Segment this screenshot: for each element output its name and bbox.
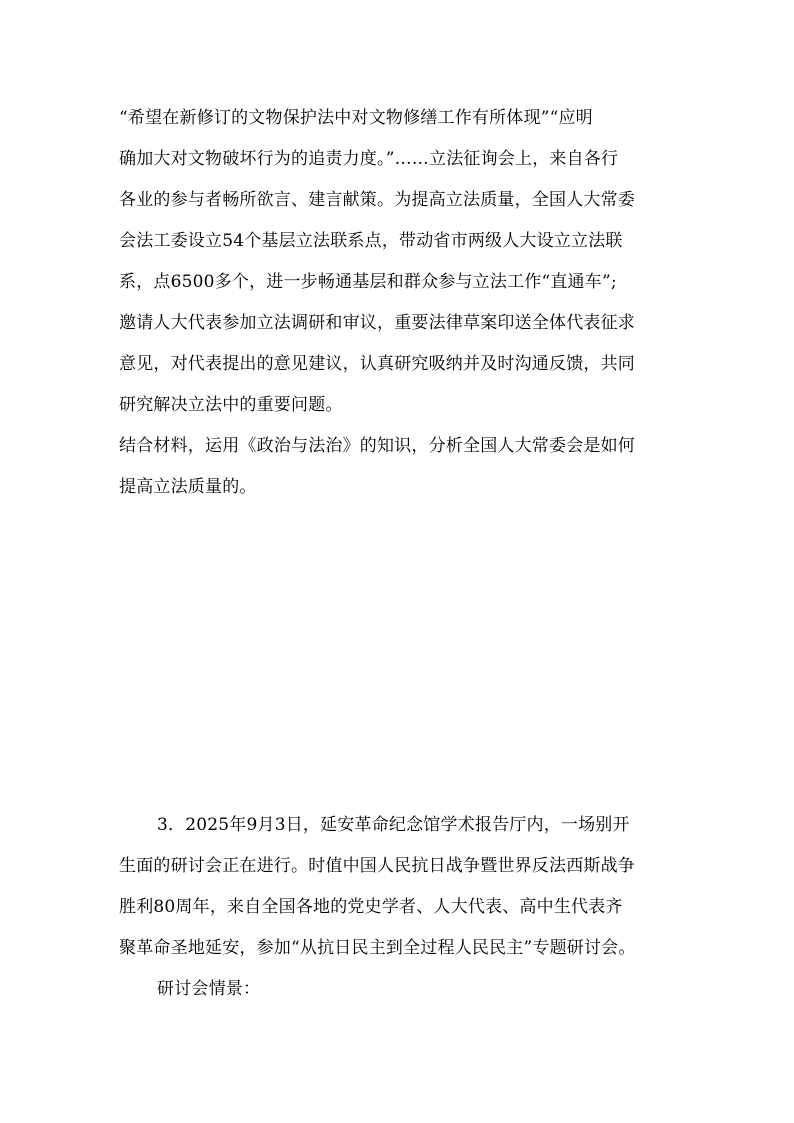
paragraph-line: 系，点6500多个，进一步畅通基层和群众参与立法工作“直通车”; — [119, 272, 617, 292]
paragraph-line: 确加大对文物破坏行为的追责力度。”……立法征询会上，来自各行 — [119, 149, 619, 169]
scene-label: 研讨会情景： — [157, 979, 261, 999]
paragraph-line: 聚革命圣地延安，参加“从抗日民主到全过程人民民主”专题研讨会。 — [119, 938, 636, 958]
question-3-first-line: 3．2025年9月3日，延安革命纪念馆学术报告厅内，一场别开 — [157, 815, 630, 835]
question-line: 提高立法质量的。 — [119, 477, 257, 497]
paragraph-line: 各业的参与者畅所欲言、建言献策。为提高立法质量，全国人大常委 — [119, 190, 635, 210]
paragraph-line: 会法工委设立54个基层立法联系点，带动省市两级人大设立立法联 — [119, 231, 623, 251]
paragraph-line: 邀请人大代表参加立法调研和审议，重要法律草案印送全体代表征求 — [119, 313, 635, 333]
question-line: 结合材料，运用《政治与法治》的知识，分析全国人大常委会是如何 — [119, 436, 635, 456]
paragraph-line: 意见，对代表提出的意见建议，认真研究吸纳并及时沟通反馈，共同 — [119, 354, 635, 374]
paragraph-line: 研究解决立法中的重要问题。 — [119, 395, 343, 415]
paragraph-line: “希望在新修订的文物保护法中对文物修缮工作有所体现”“应明 — [119, 108, 593, 128]
paragraph-line: 胜利80周年，来自全国各地的党史学者、人大代表、高中生代表齐 — [119, 897, 623, 917]
paragraph-line: 生面的研讨会正在进行。时值中国人民抗日战争暨世界反法西斯战争 — [119, 856, 635, 876]
